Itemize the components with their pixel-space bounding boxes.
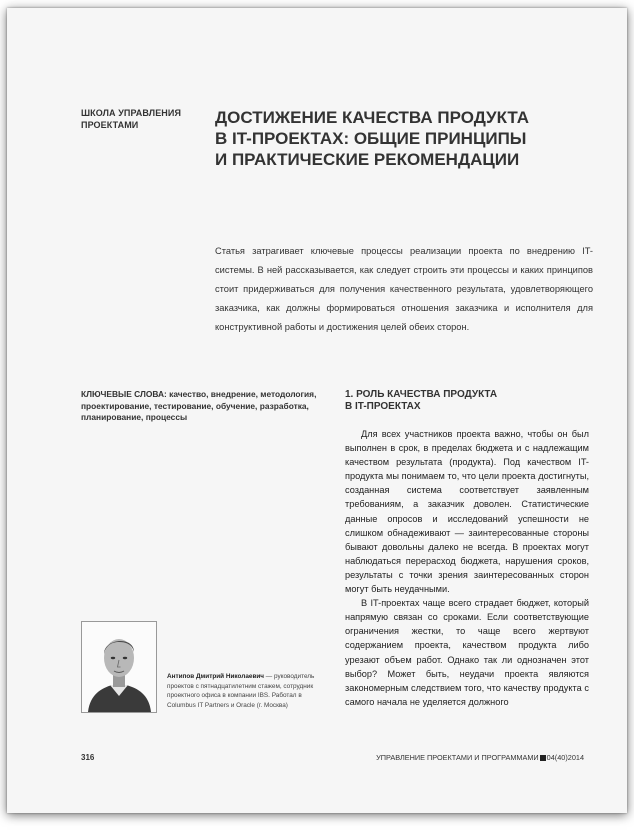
author-bio: — руководитель проектов с пятнадцатилетним стажем, сотрудник проектного офиса в компании IBS. Работал в Columbus IT Partners и Oracle (г. Москва)	[167, 673, 315, 709]
issue-number: 04(40)2014	[546, 753, 584, 762]
author-name: Антипов Дмитрий Николаевич	[167, 673, 265, 680]
author-info	[167, 672, 327, 710]
journal-page	[7, 8, 627, 813]
article-title	[215, 107, 615, 170]
paragraph-2: В IT-проектах чаще всего страдает бюджет, который напрямую связан со сроками. Если соответствующие ограничения жестки, то чаще всего жертвуют содержанием проекта, качеством продукта либо урезают объем работ. Однако так ли однозначен этот выбор? Может быть, неудачи проекта являются закономерным следствием того, что качеству продукта с самого начала не уделяется должного	[345, 598, 589, 707]
author-photo	[81, 621, 157, 713]
author-portrait-image	[82, 622, 156, 712]
body-text	[345, 427, 589, 709]
keywords-label: КЛЮЧЕВЫЕ СЛОВА:	[81, 389, 167, 399]
abstract: Статья затрагивает ключевые процессы реализации проекта по внедрению IT-системы. В ней рассказывается, как следует строить эти процессы и каких принципов стоит придерживаться для получения качественного результата, удовлетворяющего заказчика, как должны формироваться отношения заказчика и исполнителя для конструктивной работы и достижения целей обеих сторон.	[215, 246, 593, 332]
section-heading	[345, 389, 595, 413]
keywords-text: качество, внедрение, методология, проектирование, тестирование, обучение, разработка, планирование, процессы	[81, 389, 317, 422]
title-line-1: ДОСТИЖЕНИЕ КАЧЕСТВА ПРОДУКТА	[215, 108, 529, 127]
square-bullet-icon	[540, 755, 546, 761]
running-footer	[376, 753, 584, 762]
keywords	[81, 389, 326, 424]
page-number: 316	[81, 753, 95, 762]
journal-name: УПРАВЛЕНИЕ ПРОЕКТАМИ И ПРОГРАММАМИ	[376, 753, 539, 762]
title-line-2: В IT-ПРОЕКТАХ: ОБЩИЕ ПРИНЦИПЫ	[215, 129, 527, 148]
section-label: ШКОЛА УПРАВЛЕНИЯ ПРОЕКТАМИ	[81, 108, 182, 130]
title-line-3: И ПРАКТИЧЕСКИЕ РЕКОМЕНДАЦИИ	[215, 150, 520, 169]
section-heading-line-2: В IT-ПРОЕКТАХ	[345, 401, 421, 412]
section-heading-line-1: 1. РОЛЬ КАЧЕСТВА ПРОДУКТА	[345, 389, 498, 400]
paragraph-1: Для всех участников проекта важно, чтобы он был выполнен в срок, в пределах бюджета и с надлежащим качеством результата (продукта). Под качеством IT-продукта мы понимаем то, что цели проекта достигнуты, созданная система соответствует заявленным требованиям, а заказчик доволен. Статистические данные опросов и исследований успешности не слишком обнадеживают — заинтересованные стороны бывают довольны далеко не всегда. В проектах могут наблюдаться перерасход бюджета, нарушения сроков, результаты с точки зрения заинтересованных сторон могут быть неудачными.	[345, 429, 589, 595]
